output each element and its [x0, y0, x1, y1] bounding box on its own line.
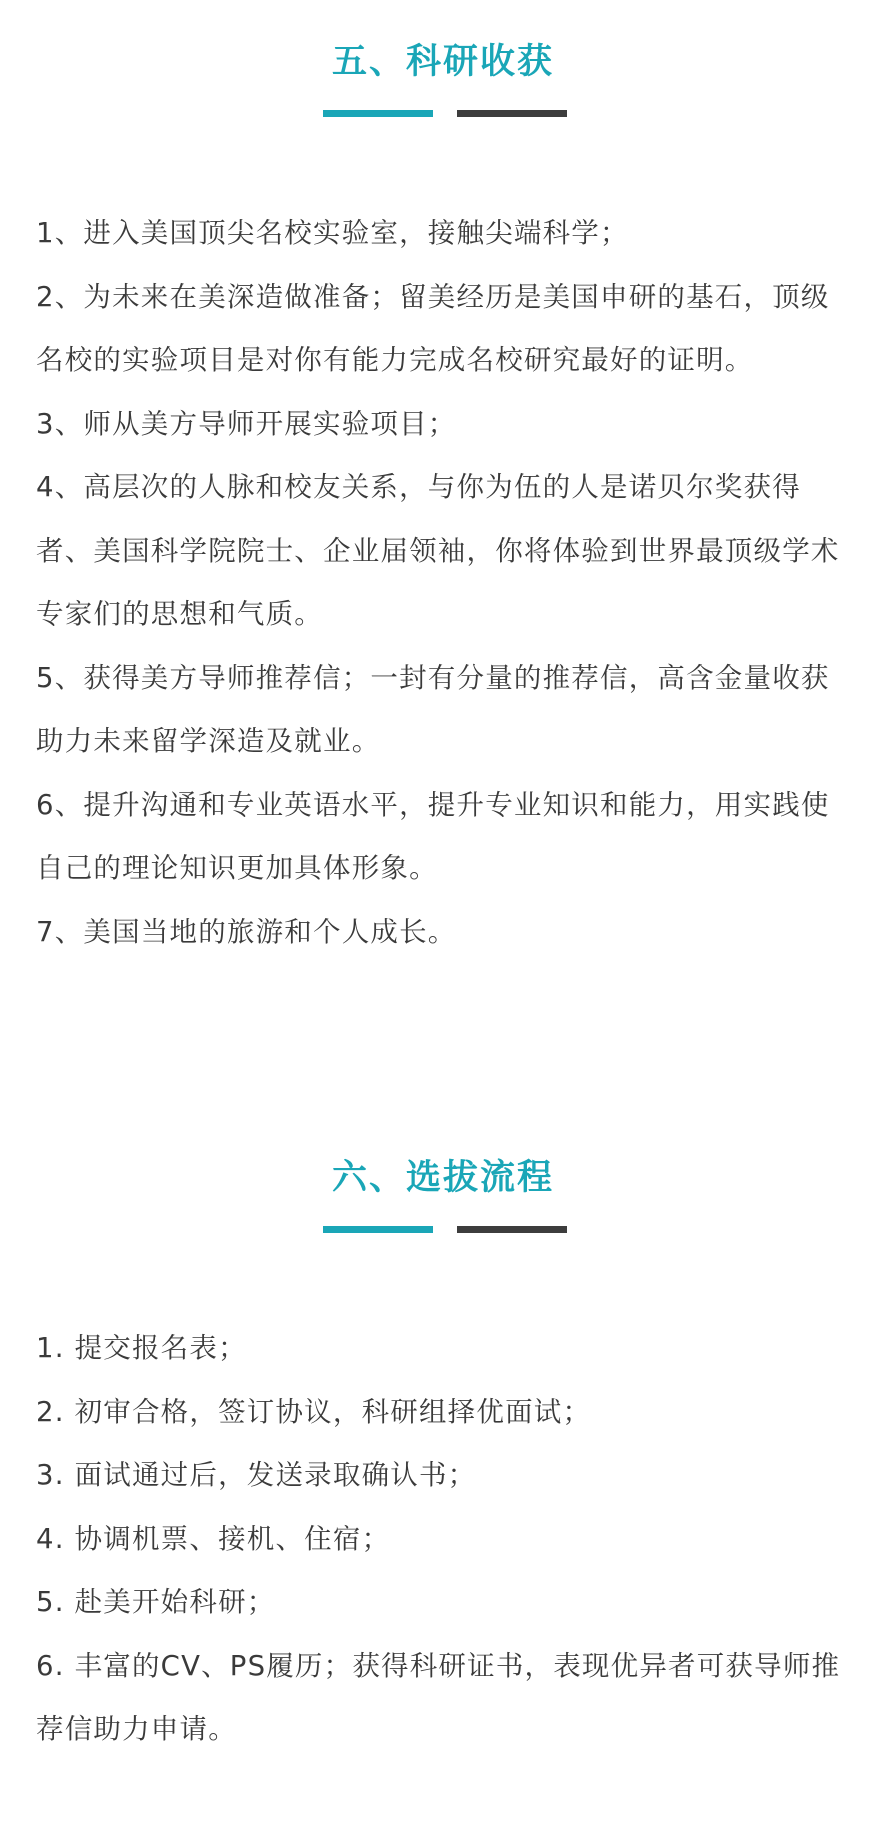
section-title: 六、选拔流程 [331, 1158, 554, 1198]
divider-bar-dark [457, 110, 567, 117]
divider-bar-accent [323, 1226, 433, 1233]
list-item: 5、获得美方导师推荐信；一封有分量的推荐信，高含金量收获助力未来留学深造及就业。 [36, 661, 830, 757]
list-item: 6、提升沟通和专业英语水平，提升专业知识和能力，用实践使自己的理论知识更加具体形象。 [36, 788, 830, 884]
section-selection-process [0, 1152, 886, 1234]
list-item: 2、为未来在美深造做准备；留美经历是美国申研的基石，顶级名校的实验项目是对你有能力完成名校研究最好的证明。 [36, 280, 830, 376]
divider-bar-accent [323, 110, 433, 117]
list-item: 3. 面试通过后，发送录取确认书； [36, 1459, 477, 1491]
list-item: 5. 赴美开始科研； [36, 1586, 276, 1618]
title-divider [0, 110, 886, 118]
section-title: 五、科研收获 [331, 42, 554, 82]
list-item: 7、美国当地的旅游和个人成长。 [36, 915, 457, 948]
list-item: 1、进入美国顶尖名校实验室，接触尖端科学； [36, 217, 629, 249]
divider-bar-dark [457, 1226, 567, 1233]
list-item: 3、师从美方导师开展实验项目； [36, 407, 457, 440]
title-divider [0, 1226, 886, 1234]
list-item: 4. 协调机票、接机、住宿； [36, 1522, 391, 1555]
section-research-gains [0, 36, 886, 118]
selection-process-list [36, 1317, 851, 1762]
list-item: 2. 初审合格，签订协议，科研组择优面试； [36, 1395, 592, 1428]
list-item: 1. 提交报名表； [36, 1332, 247, 1364]
list-item: 6. 丰富的CV、PS履历；获得科研证书，表现优异者可获导师推荐信助力申请。 [36, 1649, 841, 1745]
list-item: 4、高层次的人脉和校友关系，与你为伍的人是诺贝尔奖获得者、美国科学院院士、企业届领袖，你将体验到世界最顶级学术专家们的思想和气质。 [36, 471, 840, 630]
research-gains-list [36, 202, 851, 964]
